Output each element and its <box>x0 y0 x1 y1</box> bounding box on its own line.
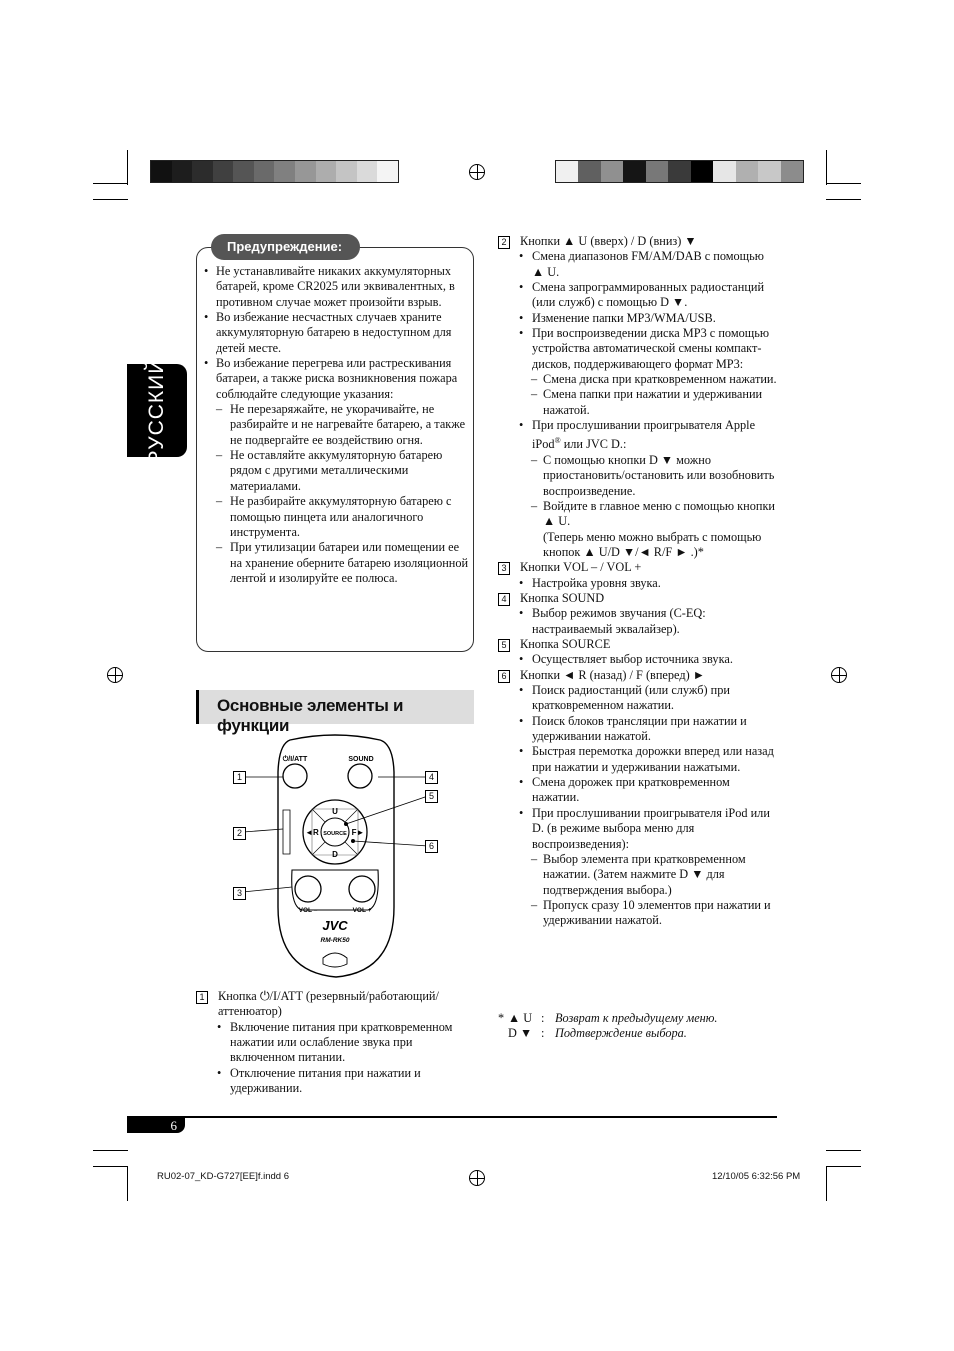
right-label: F► <box>351 828 365 837</box>
color-swatch <box>274 161 295 182</box>
crop-mark <box>826 183 861 184</box>
item-6-title: 6 Кнопки ◄ R (назад) / F (вперед) ► <box>498 668 778 683</box>
power-label: ⏻/I/ATT <box>282 756 308 763</box>
source-label: SOURCE <box>323 831 347 837</box>
color-swatch <box>781 161 803 182</box>
callout-3: 3 <box>233 887 246 900</box>
color-swatch <box>713 161 735 182</box>
left-label: ◄R <box>305 828 319 837</box>
item-5-title: 5 Кнопка SOURCE <box>498 637 778 652</box>
warning-label: Предупреждение: <box>211 234 360 260</box>
item-4-title: 4 Кнопка SOUND <box>498 591 778 606</box>
model-label: RM-RK50 <box>320 937 350 944</box>
registration-mark-icon <box>107 667 123 683</box>
callout-5: 5 <box>425 790 438 803</box>
color-swatch <box>691 161 713 182</box>
remote-control-illustration <box>228 732 443 982</box>
item-3-title: 3 Кнопки VOL – / VOL + <box>498 560 778 575</box>
color-swatch <box>377 161 398 182</box>
vol-minus-button <box>295 876 321 902</box>
crop-mark <box>93 183 128 184</box>
down-label: D <box>332 850 338 859</box>
callout-6: 6 <box>425 840 438 853</box>
color-swatch <box>623 161 645 182</box>
warning-sub-item: – Не оставляйте аккумуляторную батарею рядом с другими металлическими материалами. <box>204 448 470 494</box>
color-swatch <box>316 161 337 182</box>
section-heading: Основные элементы и функции <box>196 690 474 724</box>
color-swatch <box>646 161 668 182</box>
callout-2: 2 <box>233 827 246 840</box>
color-calibration-bar-left <box>150 160 399 183</box>
registration-mark-icon <box>831 667 847 683</box>
warning-sub-item: – Не разбирайте аккумуляторную батарею с помощью пинцета или аналогичного инструмента. <box>204 494 470 540</box>
footer-date: 12/10/05 6:32:56 PM <box>712 1171 801 1182</box>
vol-minus-label: VOL – <box>298 907 318 914</box>
color-swatch <box>758 161 780 182</box>
callout-4: 4 <box>425 771 438 784</box>
crop-mark <box>826 1166 827 1201</box>
warning-sub-item: – При утилизации батареи или помещении ее на хранение оберните батарею изоляционной лентой и изолируйте ее полюса. <box>204 540 470 586</box>
color-calibration-bar-right <box>555 160 804 183</box>
color-swatch <box>336 161 357 182</box>
crop-mark <box>127 150 128 185</box>
warning-bullet: • Во избежание несчастных случаев храните аккумуляторную батарею в недоступном для детей месте. <box>204 310 470 356</box>
footnote: * ▲ U : Возврат к предыдущему меню. D ▼ : Подтверждение выбора. <box>498 1011 718 1041</box>
registration-mark-icon <box>469 164 485 180</box>
language-side-tab: РУССКИЙ <box>127 364 187 457</box>
crop-mark <box>826 199 861 200</box>
callout-1: 1 <box>233 771 246 784</box>
footer-file: RU02-07_KD-G727[EE]f.indd 6 <box>157 1171 290 1182</box>
color-swatch <box>601 161 623 182</box>
vol-plus-button <box>349 876 375 902</box>
warning-list <box>204 264 470 586</box>
crop-mark <box>93 199 128 200</box>
item-2-title: 2 Кнопки ▲ U (вверх) / D (вниз) ▼ <box>498 234 778 249</box>
vol-plus-label: VOL + <box>352 907 372 914</box>
bottom-rule <box>127 1116 777 1118</box>
crop-mark <box>93 1166 128 1167</box>
color-swatch <box>254 161 275 182</box>
sound-label: SOUND <box>348 756 374 763</box>
page-number: 6 <box>127 1118 185 1133</box>
color-swatch <box>668 161 690 182</box>
up-label: U <box>332 807 338 816</box>
right-column: 2 Кнопки ▲ U (вверх) / D (вниз) ▼ • Смена диапазонов FM/AM/DAB с помощью ▲ U. • Смена запрограммированных радиостанций (или служб) с помощью D ▼. • Изменение папки MP3/WMA/USB. • При воспроизведении диска MP3 с помощью устройства автоматической смены компакт-дисков, поддерживающего формат MP3: – Смена диска при кратковременном нажатии. – Смена папки при нажатии и удерживании нажатой. • При прослушивании проигрывателя Apple iPod® или JVC D.: – С помощью кнопки D ▼ можно приостановить/остановить или возобновить воспроизведение. – Войдите в главное меню с помощью кнопки ▲ U. (Теперь меню можно выбрать с помощью кнопок ▲ U/D ▼/◄ R/F ► .)* 3 Кнопки VOL – / VOL + • Настройка уровня звука. 4 Кнопка SOUND • Выбор режимов звучания (C-EQ: настраиваемый эквалайзер). 5 Кнопка SOURCE • Осуществляет выбор источника звука. 6 Кнопки ◄ R (назад) / F (вперед) ► • Поиск радиостанций (или служб) при кратковременном нажатии. • Поиск блоков трансляции при нажатии и удерживании нажатой. • Быстрая перемотка дорожки вперед или назад при нажатии и удерживании нажатыми. • Смена дорожек при кратковременном нажатии. • При прослушивании проигрывателя iPod или D. (в режиме выбора меню для воспроизведения): – Выбор элемента при кратковременном нажатии. (Затем нажмите D ▼ для подтверждения выбора.) – Пропуск сразу 10 элементов при нажатии и удерживании нажатой. <box>498 234 778 929</box>
color-swatch <box>578 161 600 182</box>
warning-sub-item: – Не перезаряжайте, не укорачивайте, не разбирайте и не нагревайте батарею, а также не подвергайте ее воздействию огня. <box>204 402 470 448</box>
crop-mark <box>826 1166 861 1167</box>
warning-bullet: • Во избежание перегрева или растрескивания батареи, а также риска возникновения пожара соблюдайте следующие указания: <box>204 356 470 402</box>
color-swatch <box>192 161 213 182</box>
color-swatch <box>151 161 172 182</box>
color-swatch <box>357 161 378 182</box>
item-1-description: 1 Кнопка ⏻/I/ATT (резервный/работающий/ аттенюатор) • Включение питания при кратковременном нажатии или ослабление звука при включенном питании. • Отключение питания при нажатии и удерживании. <box>196 989 476 1096</box>
color-swatch <box>295 161 316 182</box>
crop-mark <box>127 1166 128 1201</box>
color-swatch <box>172 161 193 182</box>
registration-mark-icon <box>469 1170 485 1186</box>
color-swatch <box>736 161 758 182</box>
color-swatch <box>233 161 254 182</box>
color-swatch <box>213 161 234 182</box>
crop-mark <box>826 150 827 185</box>
power-button <box>283 764 307 788</box>
crop-mark <box>93 1150 128 1151</box>
sound-button <box>348 764 372 788</box>
brand-logo: JVC <box>322 918 348 933</box>
warning-bullet: • Не устанавливайте никаких аккумуляторных батарей, кроме CR2025 или эквивалентных, в противном случае может произойти взрыв. <box>204 264 470 310</box>
crop-mark <box>826 1150 861 1151</box>
color-swatch <box>556 161 578 182</box>
